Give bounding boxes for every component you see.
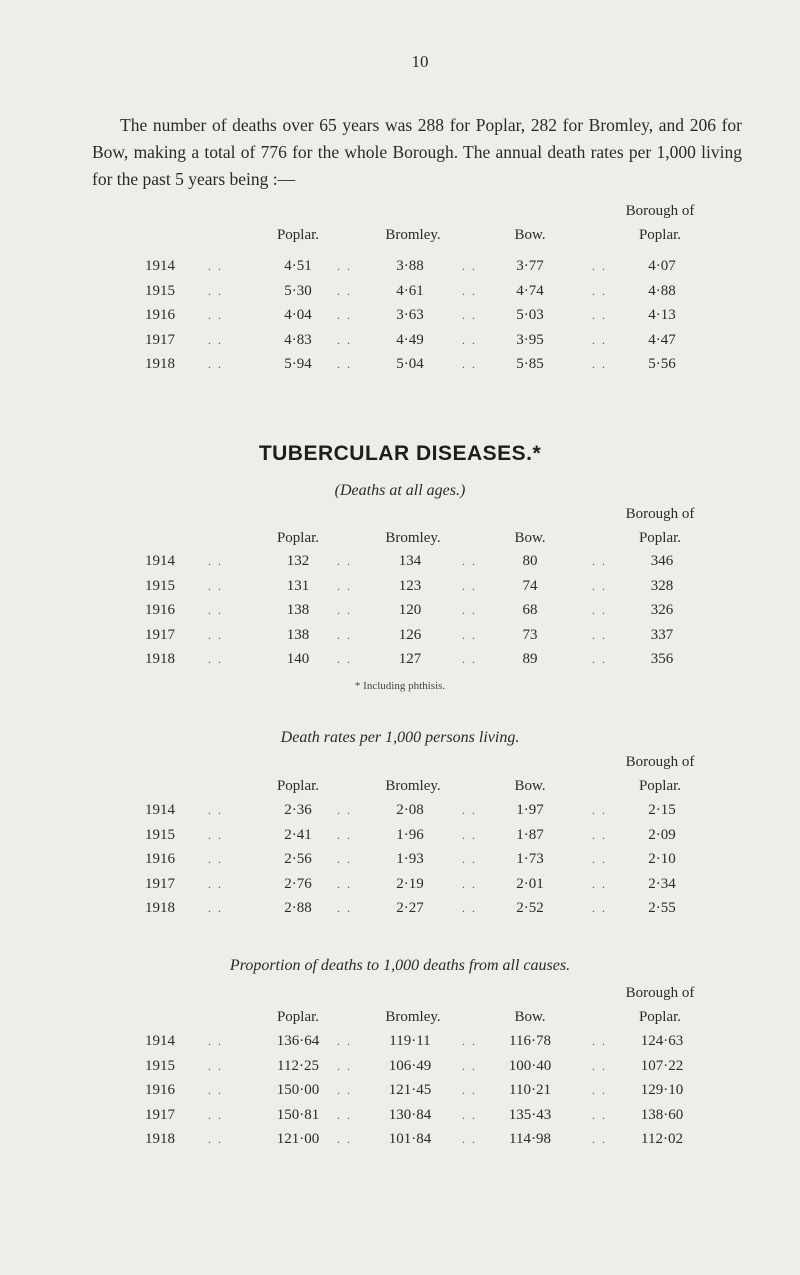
- leader-dots: . .: [592, 1083, 607, 1097]
- leader-dots: . .: [337, 283, 352, 298]
- column-header-bow: Bow.: [514, 530, 546, 546]
- leader-dots: . .: [462, 852, 477, 866]
- leader-dots: . .: [462, 357, 477, 371]
- leader-dots: . .: [208, 1058, 223, 1073]
- leader-dots: . .: [337, 803, 352, 817]
- leader-dots: . .: [337, 554, 352, 568]
- column-header-poplar: Poplar.: [276, 778, 320, 794]
- borough-cell: 129·10: [640, 1082, 684, 1098]
- leader-dots: . .: [592, 554, 607, 568]
- leader-dots: . .: [462, 803, 477, 817]
- table-header: [0, 200, 800, 246]
- leader-dots: . .: [208, 308, 223, 322]
- borough-cell: 124·63: [640, 1033, 684, 1049]
- poplar-cell: 4·51: [284, 258, 312, 274]
- poplar-cell: 150·00: [276, 1082, 320, 1098]
- leader-dots: . .: [592, 652, 607, 666]
- leader-dots: . .: [462, 603, 477, 617]
- leader-dots: . .: [592, 1058, 607, 1073]
- leader-dots: . .: [208, 627, 223, 642]
- column-header-poplar: Poplar.: [276, 530, 320, 546]
- bromley-cell: 119·11: [389, 1033, 431, 1049]
- leader-dots: . .: [208, 901, 223, 915]
- leader-dots: . .: [462, 332, 477, 347]
- poplar-cell: 131: [286, 577, 310, 594]
- leader-dots: . .: [208, 283, 223, 298]
- poplar-cell: 150·81: [276, 1106, 320, 1123]
- column-header-bow: Bow.: [514, 1009, 546, 1025]
- leader-dots: . .: [592, 283, 607, 298]
- year-cell: 1916: [145, 1082, 175, 1098]
- leader-dots: . .: [592, 578, 607, 593]
- leader-dots: . .: [208, 852, 223, 866]
- poplar-cell: 4·83: [284, 331, 312, 348]
- leader-dots: . .: [208, 332, 223, 347]
- leader-dots: . .: [337, 1058, 352, 1073]
- bromley-cell: 126: [398, 626, 422, 643]
- borough-cell: 138·60: [640, 1106, 684, 1123]
- column-header-bromley: Bromley.: [385, 778, 441, 794]
- leader-dots: . .: [337, 603, 352, 617]
- column-header-borough: Borough of: [625, 506, 695, 522]
- year-cell: 1917: [145, 626, 175, 643]
- bow-cell: 116·78: [509, 1033, 551, 1049]
- borough-cell: 4·88: [648, 282, 676, 299]
- leader-dots: . .: [462, 1132, 477, 1146]
- leader-dots: . .: [208, 554, 223, 568]
- table-row: [0, 847, 800, 871]
- bromley-cell: 134: [398, 553, 422, 569]
- leader-dots: . .: [462, 1034, 477, 1048]
- table-row: [0, 623, 800, 647]
- column-header-bromley: Bromley.: [385, 530, 441, 546]
- leader-dots: . .: [592, 901, 607, 915]
- table-row: [0, 549, 800, 573]
- leader-dots: . .: [208, 876, 223, 891]
- poplar-cell: 138: [286, 626, 310, 643]
- section-heading: TUBERCULAR DISEASES.*: [258, 442, 542, 465]
- leader-dots: . .: [592, 308, 607, 322]
- leader-dots: . .: [462, 1107, 477, 1122]
- leader-dots: . .: [337, 1034, 352, 1048]
- bromley-cell: 4·61: [396, 282, 424, 299]
- bromley-cell: 3·88: [396, 258, 424, 274]
- leader-dots: . .: [462, 901, 477, 915]
- bromley-cell: 3·63: [396, 307, 424, 323]
- bow-cell: 89: [522, 651, 538, 667]
- leader-dots: . .: [208, 827, 223, 842]
- column-header-poplar: Poplar.: [276, 1009, 320, 1025]
- column-header-borough-2: Poplar.: [638, 1009, 682, 1025]
- leader-dots: . .: [592, 603, 607, 617]
- leader-dots: . .: [337, 259, 352, 273]
- year-cell: 1918: [145, 356, 175, 372]
- leader-dots: . .: [337, 578, 352, 593]
- leader-dots: . .: [462, 827, 477, 842]
- poplar-cell: 2·76: [284, 875, 312, 892]
- leader-dots: . .: [462, 578, 477, 593]
- leader-dots: . .: [208, 578, 223, 593]
- borough-cell: 337: [650, 626, 674, 643]
- table-row: [0, 328, 800, 352]
- borough-cell: 326: [650, 602, 674, 618]
- leader-dots: . .: [337, 652, 352, 666]
- bow-cell: 100·40: [508, 1057, 552, 1074]
- leader-dots: . .: [592, 332, 607, 347]
- year-cell: 1917: [145, 1106, 175, 1123]
- borough-cell: 356: [650, 651, 674, 667]
- column-header-borough: Borough of: [625, 203, 695, 219]
- bow-cell: 3·95: [516, 331, 544, 348]
- leader-dots: . .: [592, 852, 607, 866]
- leader-dots: . .: [462, 308, 477, 322]
- bow-cell: 2·52: [516, 900, 544, 916]
- column-header-bow: Bow.: [514, 778, 546, 794]
- column-header-borough: Borough of: [625, 754, 695, 770]
- borough-cell: 4·13: [648, 307, 676, 323]
- bow-cell: 1·97: [516, 802, 544, 818]
- leader-dots: . .: [337, 1132, 352, 1146]
- bromley-cell: 1·93: [396, 851, 424, 867]
- table-row: [0, 1103, 800, 1127]
- leader-dots: . .: [592, 1034, 607, 1048]
- year-cell: 1918: [145, 900, 175, 916]
- table-row: [0, 303, 800, 327]
- table-header: [0, 982, 800, 1028]
- table-row: [0, 1054, 800, 1078]
- death-rates-caption: Death rates per 1,000 persons living.: [280, 729, 520, 746]
- table-header: [0, 503, 800, 549]
- bow-cell: 5·85: [516, 356, 544, 372]
- leader-dots: . .: [462, 283, 477, 298]
- leader-dots: . .: [337, 357, 352, 371]
- table-row: [0, 1078, 800, 1102]
- leader-dots: . .: [208, 652, 223, 666]
- leader-dots: . .: [208, 259, 223, 273]
- leader-dots: . .: [337, 308, 352, 322]
- bow-cell: 1·87: [516, 826, 544, 843]
- leader-dots: . .: [208, 357, 223, 371]
- borough-cell: 5·56: [648, 356, 676, 372]
- poplar-cell: 5·94: [284, 356, 312, 372]
- poplar-cell: 2·41: [284, 826, 312, 843]
- bromley-cell: 120: [398, 602, 422, 618]
- leader-dots: . .: [592, 357, 607, 371]
- table-row: [0, 798, 800, 822]
- leader-dots: . .: [462, 1083, 477, 1097]
- bow-cell: 3·77: [516, 258, 544, 274]
- leader-dots: . .: [592, 827, 607, 842]
- borough-cell: 2·10: [648, 851, 676, 867]
- bromley-cell: 106·49: [388, 1057, 432, 1074]
- year-cell: 1918: [145, 651, 175, 667]
- leader-dots: . .: [208, 1132, 223, 1146]
- column-header-poplar: Poplar.: [276, 227, 320, 243]
- year-cell: 1918: [145, 1131, 175, 1147]
- borough-cell: 107·22: [640, 1057, 684, 1074]
- poplar-cell: 138: [286, 602, 310, 618]
- leader-dots: . .: [462, 554, 477, 568]
- bromley-cell: 2·27: [396, 900, 424, 916]
- leader-dots: . .: [337, 827, 352, 842]
- year-cell: 1916: [145, 602, 175, 618]
- leader-dots: . .: [208, 1107, 223, 1122]
- leader-dots: . .: [337, 1107, 352, 1122]
- borough-cell: 112·02: [641, 1131, 683, 1147]
- table-row: [0, 279, 800, 303]
- leader-dots: . .: [462, 627, 477, 642]
- year-cell: 1915: [145, 1057, 175, 1074]
- leader-dots: . .: [337, 852, 352, 866]
- borough-cell: 2·15: [648, 802, 676, 818]
- table-row: [0, 352, 800, 376]
- borough-cell: 328: [650, 577, 674, 594]
- poplar-cell: 2·56: [284, 851, 312, 867]
- leader-dots: . .: [337, 627, 352, 642]
- leader-dots: . .: [208, 1034, 223, 1048]
- bow-cell: 2·01: [516, 875, 544, 892]
- proportion-caption: Proportion of deaths to 1,000 deaths from all causes.: [229, 957, 571, 974]
- bromley-cell: 121·45: [388, 1082, 432, 1098]
- leader-dots: . .: [592, 259, 607, 273]
- year-cell: 1916: [145, 851, 175, 867]
- year-cell: 1916: [145, 307, 175, 323]
- leader-dots: . .: [208, 803, 223, 817]
- borough-cell: 4·47: [648, 331, 676, 348]
- leader-dots: . .: [337, 332, 352, 347]
- column-header-borough: Borough of: [625, 985, 695, 1001]
- bromley-cell: 2·08: [396, 802, 424, 818]
- table-row: [0, 1127, 800, 1151]
- leader-dots: . .: [462, 259, 477, 273]
- borough-cell: 2·55: [648, 900, 676, 916]
- borough-cell: 2·09: [648, 826, 676, 843]
- bromley-cell: 5·04: [396, 356, 424, 372]
- leader-dots: . .: [208, 603, 223, 617]
- borough-cell: 4·07: [648, 258, 676, 274]
- borough-cell: 346: [650, 553, 674, 569]
- bromley-cell: 4·49: [396, 331, 424, 348]
- bow-cell: 68: [522, 602, 538, 618]
- table-row: [0, 254, 800, 278]
- column-header-bow: Bow.: [514, 227, 546, 243]
- year-cell: 1915: [145, 826, 175, 843]
- table-row: [0, 598, 800, 622]
- leader-dots: . .: [592, 1132, 607, 1146]
- bromley-cell: 2·19: [396, 875, 424, 892]
- bromley-cell: 123: [398, 577, 422, 594]
- bow-cell: 1·73: [516, 851, 544, 867]
- leader-dots: . .: [592, 876, 607, 891]
- year-cell: 1914: [145, 1033, 175, 1049]
- year-cell: 1917: [145, 875, 175, 892]
- borough-cell: 2·34: [648, 875, 676, 892]
- column-header-borough-2: Poplar.: [638, 778, 682, 794]
- poplar-cell: 132: [286, 553, 310, 569]
- column-header-borough-2: Poplar.: [638, 530, 682, 546]
- table-row: [0, 823, 800, 847]
- intro-paragraph: The number of deaths over 65 years was 288 for Poplar, 282 for Bromley, and 206 for Bow, making a total of 776 for the whole Borough. The annual death rates per 1,000 living for the past 5 years being :—: [92, 114, 742, 189]
- poplar-cell: 136·64: [276, 1033, 320, 1049]
- bromley-cell: 101·84: [388, 1131, 432, 1147]
- table-header: [0, 751, 800, 797]
- bow-cell: 5·03: [516, 307, 544, 323]
- column-header-bromley: Bromley.: [385, 227, 441, 243]
- table-row: [0, 896, 800, 920]
- poplar-cell: 2·36: [284, 802, 312, 818]
- bromley-cell: 1·96: [396, 826, 424, 843]
- bow-cell: 110·21: [509, 1082, 551, 1098]
- bow-cell: 114·98: [509, 1131, 551, 1147]
- leader-dots: . .: [462, 876, 477, 891]
- bow-cell: 74: [522, 577, 538, 594]
- leader-dots: . .: [337, 1083, 352, 1097]
- year-cell: 1914: [145, 553, 175, 569]
- column-header-bromley: Bromley.: [385, 1009, 441, 1025]
- leader-dots: . .: [592, 627, 607, 642]
- leader-dots: . .: [462, 1058, 477, 1073]
- leader-dots: . .: [337, 901, 352, 915]
- poplar-cell: 5·30: [284, 282, 312, 299]
- table-row: [0, 647, 800, 671]
- bow-cell: 80: [522, 553, 538, 569]
- leader-dots: . .: [592, 803, 607, 817]
- leader-dots: . .: [208, 1083, 223, 1097]
- poplar-cell: 112·25: [277, 1057, 319, 1074]
- bow-cell: 73: [522, 626, 538, 643]
- year-cell: 1915: [145, 282, 175, 299]
- bromley-cell: 130·84: [388, 1106, 432, 1123]
- poplar-cell: 140: [286, 651, 310, 667]
- table-row: [0, 574, 800, 598]
- year-cell: 1914: [145, 258, 175, 274]
- leader-dots: . .: [462, 652, 477, 666]
- year-cell: 1914: [145, 802, 175, 818]
- table-row: [0, 872, 800, 896]
- deaths-caption: (Deaths at all ages.): [334, 482, 466, 499]
- column-header-borough-2: Poplar.: [638, 227, 682, 243]
- bow-cell: 135·43: [508, 1106, 552, 1123]
- page-number: 10: [411, 52, 429, 71]
- table-row: [0, 1029, 800, 1053]
- year-cell: 1917: [145, 331, 175, 348]
- footnote: * Including phthisis.: [354, 680, 446, 692]
- year-cell: 1915: [145, 577, 175, 594]
- bow-cell: 4·74: [516, 282, 544, 299]
- leader-dots: . .: [592, 1107, 607, 1122]
- poplar-cell: 4·04: [284, 307, 312, 323]
- poplar-cell: 2·88: [284, 900, 312, 916]
- poplar-cell: 121·00: [276, 1131, 320, 1147]
- leader-dots: . .: [337, 876, 352, 891]
- bromley-cell: 127: [398, 651, 422, 667]
